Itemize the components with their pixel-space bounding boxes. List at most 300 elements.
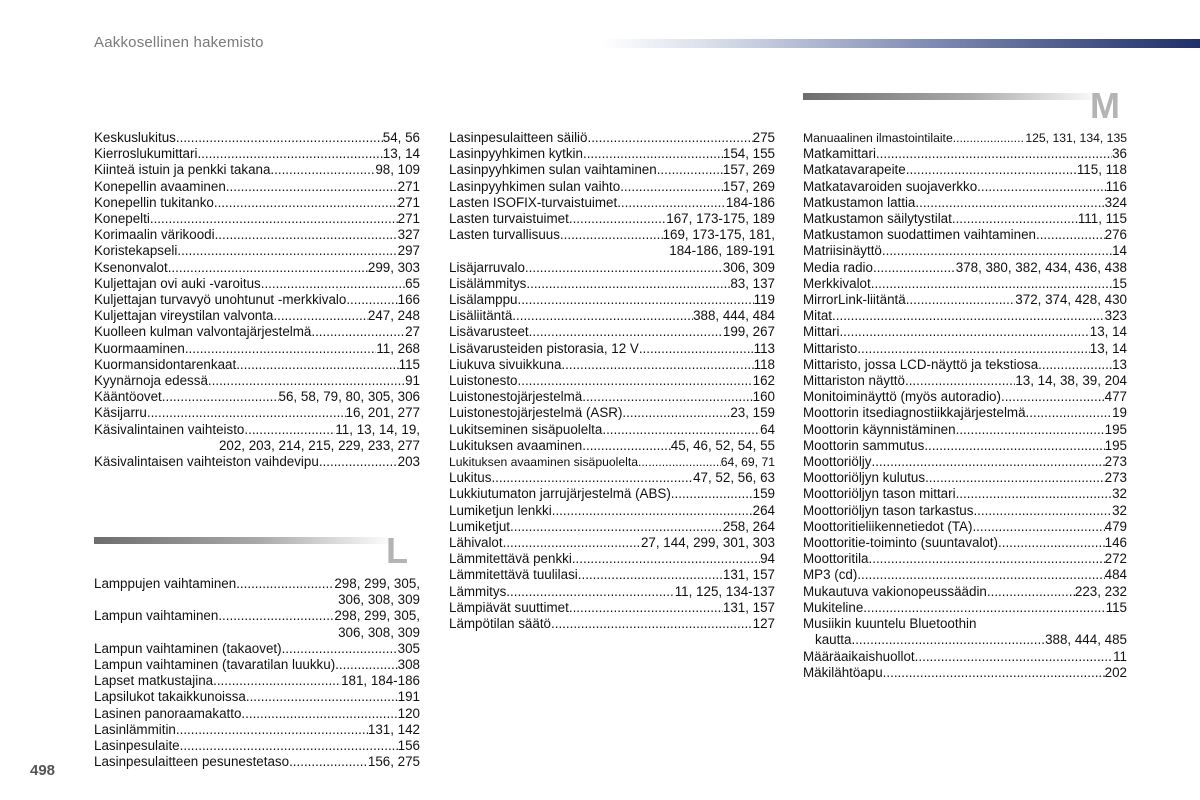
dot-leader [214, 195, 398, 211]
index-entry [803, 503, 1127, 519]
index-term: Mäkilähtöapu [803, 664, 883, 680]
section-letter-m: M [1090, 85, 1120, 126]
index-entry [94, 357, 420, 373]
index-page-refs: 83, 137 [730, 275, 775, 291]
dot-leader [569, 600, 723, 616]
index-page-refs: 247, 248 [367, 308, 420, 324]
index-page-refs: 47, 52, 56, 63 [693, 470, 775, 486]
index-term: Kääntöovet [94, 389, 162, 405]
index-entry [449, 551, 775, 567]
dot-leader [871, 276, 1112, 292]
index-entry [803, 389, 1127, 405]
dot-leader [518, 373, 753, 389]
index-page-refs: 116 [1105, 178, 1127, 194]
index-entry [94, 373, 420, 389]
index-entry [449, 438, 775, 454]
index-term: Kiinteä istuin ja penkki takana [94, 162, 271, 178]
index-page-refs: 372, 374, 428, 430 [1015, 292, 1127, 308]
index-entry [803, 519, 1127, 535]
index-term: Lisävarusteiden pistorasia, 12 V [449, 340, 639, 356]
index-page-refs: 13, 14 [382, 146, 420, 162]
index-entry [94, 754, 420, 770]
index-page-refs: 479 [1104, 518, 1127, 534]
dot-leader [506, 584, 674, 600]
index-term: Lukituksen avaaminen [449, 437, 583, 453]
index-term: Mitat [803, 308, 833, 324]
index-page-refs: 297 [397, 243, 420, 259]
index-entry [803, 260, 1127, 276]
dot-leader [282, 641, 398, 657]
dot-leader [526, 276, 730, 292]
dot-leader [226, 179, 398, 195]
index-entry [803, 341, 1127, 357]
index-page-refs: 195 [1104, 437, 1127, 453]
index-entry [803, 470, 1127, 486]
dot-leader [510, 519, 723, 535]
index-entry [449, 179, 775, 195]
dot-leader [1038, 357, 1112, 373]
index-term: Luistonestojärjestelmä (ASR) [449, 405, 623, 421]
dot-leader [578, 567, 723, 583]
index-entry [94, 276, 420, 292]
index-term: Lampun vaihtaminen (takaovet) [94, 640, 282, 656]
index-entry [449, 389, 775, 405]
index-entry [94, 422, 420, 438]
index-page-refs: 54, 56 [382, 130, 420, 145]
index-page-refs: 11, 125, 134-137 [674, 583, 775, 599]
index-term: Lämpötilan säätö [449, 616, 551, 632]
index-entry [803, 438, 1127, 454]
index-term: Lasinen panoraamakatto [94, 705, 242, 721]
index-entry [449, 292, 775, 308]
index-entry [803, 292, 1127, 308]
dot-leader [617, 195, 726, 211]
index-entry [449, 146, 775, 162]
index-term: Matkustamon säilytystilat [803, 211, 952, 227]
index-page-refs: 94 [760, 551, 775, 567]
index-entry [94, 673, 420, 689]
index-term: Lukitseminen sisäpuolelta [449, 421, 603, 437]
dot-leader [218, 608, 334, 624]
index-term: Moottorin itsediagnostiikkajärjestelmä [803, 405, 1026, 421]
dot-leader [244, 422, 335, 438]
index-term: Lukitus [449, 470, 492, 486]
dot-leader [882, 243, 1112, 259]
index-page-refs: 64, 69, 71 [720, 455, 775, 470]
index-page-refs: 127 [752, 616, 775, 632]
index-column-l-start [94, 576, 420, 770]
index-term: Moottorin sammutus [803, 437, 925, 453]
index-entry [94, 608, 420, 624]
index-term: Moottoritie-toiminto (suuntavalot) [803, 535, 998, 551]
index-entry [449, 470, 775, 486]
index-term: Mukautuva vakionopeussäädin [803, 583, 987, 599]
index-page-refs: 162 [752, 373, 775, 389]
dot-leader [851, 632, 1045, 648]
index-entry [449, 195, 775, 211]
index-page-refs: 169, 173-175, 181, [662, 227, 775, 243]
index-entry [94, 405, 420, 421]
index-term: Luistonestojärjestelmä [449, 389, 583, 405]
index-page-refs: 272 [1104, 551, 1127, 567]
index-page-refs: 264 [752, 502, 775, 518]
index-column-l [449, 130, 775, 632]
index-page-refs: 23, 159 [730, 405, 775, 421]
index-page-refs: 11, 13, 14, 19, [335, 421, 420, 437]
index-entry [94, 641, 420, 657]
index-term: Moottoriöljy [803, 454, 872, 470]
index-term: Moottorin käynnistäminen [803, 421, 956, 437]
dot-leader [572, 551, 760, 567]
index-page-refs: 13, 14, 38, 39, 204 [1015, 373, 1127, 389]
index-page-refs: 195 [1104, 421, 1127, 437]
index-page-refs: 27 [405, 324, 420, 340]
index-term: Lumiketjut [449, 518, 511, 534]
index-entry [449, 227, 775, 243]
section-m-bar [803, 93, 1103, 100]
index-page-refs: 191 [397, 689, 420, 705]
index-page-refs: 27, 144, 299, 301, 303 [640, 535, 775, 551]
index-entry [449, 503, 775, 519]
dot-leader [987, 584, 1075, 600]
index-entry [94, 389, 420, 405]
index-entry [449, 324, 775, 340]
dot-leader [177, 243, 397, 259]
index-term: Lasinpyyhkimen sulan vaihto [449, 178, 621, 194]
dot-leader [552, 503, 753, 519]
index-entry [803, 227, 1127, 243]
dot-leader [273, 308, 367, 324]
index-page-refs: 306, 309 [722, 259, 775, 275]
index-entry [94, 689, 420, 705]
index-page-refs: 299, 303 [367, 259, 420, 275]
dot-leader [953, 130, 1026, 146]
dot-leader [311, 324, 405, 340]
index-entry [803, 373, 1127, 389]
dot-leader [1001, 389, 1105, 405]
index-page-refs: 157, 269 [722, 178, 775, 194]
index-term: Matriisinäyttö [803, 243, 882, 259]
index-term: Keskuslukitus [94, 130, 176, 145]
dot-leader [832, 308, 1105, 324]
index-page-refs: 146 [1104, 535, 1127, 551]
index-page-refs: 64 [760, 421, 775, 437]
index-entry [94, 706, 420, 722]
index-term: Lasinpesulaitteen säiliö [449, 130, 588, 145]
dot-leader [977, 179, 1105, 195]
index-page-refs: 11 [1113, 648, 1127, 664]
index-term: Lumiketjun lenkki [449, 502, 552, 518]
index-term: Mittariston näyttö [803, 373, 905, 389]
index-term: Lampun vaihtaminen [94, 608, 219, 624]
index-term: Mittaristo, jossa LCD-näyttö ja tekstiosa [803, 356, 1039, 372]
index-term: Lukkiutumaton jarrujärjestelmä (ABS) [449, 486, 671, 502]
index-page-refs: 118 [753, 356, 775, 372]
dot-leader [583, 146, 723, 162]
index-entry [803, 584, 1127, 600]
index-entry [449, 162, 775, 178]
dot-leader [998, 535, 1105, 551]
index-term: Monitoiminäyttö (myös autoradio) [803, 389, 1001, 405]
index-term: Lasinpesulaitteen pesunestetaso [94, 754, 290, 770]
index-term: Lasinlämmitin [94, 721, 176, 737]
dot-leader [906, 162, 1077, 178]
index-entry [449, 519, 775, 535]
index-term: Kuormaaminen [94, 340, 185, 356]
index-entry [94, 454, 420, 470]
index-entry [94, 211, 420, 227]
index-page-refs: 113 [753, 340, 775, 356]
index-page-refs: 32 [1112, 486, 1127, 502]
index-term: Matkustamon lattia [803, 194, 916, 210]
index-page-refs: 223, 232 [1074, 583, 1127, 599]
index-page-refs: 166 [397, 292, 420, 308]
index-entry [94, 162, 420, 178]
index-term: Lasinpesulaite [94, 738, 180, 754]
index-term: Matkustamon suodattimen vaihtaminen [803, 227, 1036, 243]
index-term: Lasten ISOFIX-turvaistuimet [449, 194, 618, 210]
index-entry [94, 722, 420, 738]
section-letter-l: L [386, 530, 408, 571]
dot-leader [270, 162, 375, 178]
index-term: Lämmitettävä penkki [449, 551, 572, 567]
index-page-refs: 120 [397, 705, 420, 721]
dot-leader [972, 519, 1104, 535]
index-page-refs: 98, 109 [375, 162, 420, 178]
index-page-refs: 273 [1104, 454, 1127, 470]
index-page-refs: 273 [1104, 470, 1127, 486]
dot-leader [346, 292, 397, 308]
index-term: Luistonesto [449, 373, 518, 389]
index-page-refs-continued: 306, 308, 309 [338, 624, 420, 640]
dot-leader [236, 576, 334, 592]
index-page-refs: 156, 275 [367, 754, 420, 770]
index-page-refs: 388, 444, 485 [1045, 632, 1127, 648]
index-entry [449, 211, 775, 227]
index-term: MP3 (cd) [803, 567, 858, 583]
index-term: Lähivalot [449, 535, 503, 551]
dot-leader [197, 146, 382, 162]
dot-leader [1036, 227, 1105, 243]
index-page-refs: 156 [397, 738, 420, 754]
index-page-refs: 15 [1112, 275, 1127, 291]
dot-leader [857, 341, 1089, 357]
index-entry [94, 292, 420, 308]
index-entry [803, 195, 1127, 211]
index-entry [803, 162, 1127, 178]
index-page-refs: 184-186 [725, 194, 775, 210]
index-term: Lisälämmitys [449, 275, 527, 291]
index-term: Kierroslukumittari [94, 146, 198, 162]
dot-leader [176, 722, 368, 738]
index-term: Konepellin tukitanko [94, 194, 214, 210]
index-page-refs: 13 [1112, 356, 1127, 372]
index-entry [803, 422, 1127, 438]
index-page-refs: 271 [397, 194, 420, 210]
index-page-refs: 181, 184-186 [341, 673, 420, 689]
dot-leader [560, 227, 663, 243]
index-term: Merkkivalot [803, 275, 871, 291]
index-term: Käsivalintaisen vaihteiston vaihdevipu [94, 454, 319, 470]
index-term: Moottoriöljyn tason mittari [803, 486, 956, 502]
index-term: Käsijarru [94, 405, 147, 421]
index-entry [449, 373, 775, 389]
index-page-refs: 167, 173-175, 189 [666, 211, 775, 227]
index-page-refs: 298, 299, 305, [334, 576, 420, 591]
index-term: Kuljettajan turvavyö unohtunut -merkkivalo [94, 292, 347, 308]
index-term: Korimaalin värikoodi [94, 227, 215, 243]
dot-leader [876, 146, 1112, 162]
index-term: Lasten turvallisuus [449, 227, 560, 243]
index-page-refs: 119 [753, 292, 775, 308]
index-term: Kuormansidontarenkaat [94, 356, 237, 372]
index-term: Media radio [803, 259, 873, 275]
index-term: Määräaikaishuollot [803, 648, 915, 664]
index-page-refs: 388, 444, 484 [693, 308, 775, 324]
index-term: Matkamittari [803, 146, 876, 162]
index-entry [94, 260, 420, 276]
index-entry [803, 276, 1127, 292]
dot-leader [289, 754, 368, 770]
index-term: Lasten turvaistuimet [449, 211, 569, 227]
index-page-refs: 91 [405, 373, 420, 389]
index-entry [803, 632, 1127, 648]
index-page-refs: 36 [1112, 146, 1127, 162]
index-entry [803, 616, 1127, 632]
header-decorative-bar [600, 39, 1200, 48]
index-entry [803, 146, 1127, 162]
index-term: Moottoriöljyn tason tarkastus [803, 502, 974, 518]
index-entry [94, 243, 420, 259]
index-entry [803, 211, 1127, 227]
index-term: Liukuva sivuikkuna [449, 356, 562, 372]
index-entry [803, 405, 1127, 421]
index-entry [803, 130, 1127, 146]
dot-leader [956, 486, 1113, 502]
index-column-m [803, 130, 1127, 681]
index-page-refs: 324 [1104, 194, 1127, 210]
index-entry [94, 146, 420, 162]
index-entry [803, 486, 1127, 502]
dot-leader [857, 567, 1104, 583]
dot-leader [162, 389, 279, 405]
dot-leader [952, 211, 1078, 227]
index-page-refs: 199, 267 [722, 324, 775, 340]
index-entry [803, 551, 1127, 567]
index-term: Lampun vaihtaminen (tavaratilan luukku) [94, 657, 336, 673]
index-page-refs: 131, 157 [722, 567, 775, 583]
index-entry [94, 576, 420, 592]
dot-leader [638, 454, 721, 470]
dot-leader [180, 738, 398, 754]
index-entry [94, 195, 420, 211]
index-page-refs: 159 [752, 486, 775, 502]
index-term: kautta [815, 632, 852, 648]
index-entry [803, 243, 1127, 259]
dot-leader [208, 373, 405, 389]
index-term: Lasinpyyhkimen sulan vaihtaminen [449, 162, 657, 178]
dot-leader [150, 211, 398, 227]
index-entry [449, 308, 775, 324]
index-entry [803, 179, 1127, 195]
dot-leader [956, 422, 1105, 438]
index-page-refs: 477 [1104, 389, 1127, 405]
index-page-refs: 160 [752, 389, 775, 405]
index-term: Kuolleen kulman valvontajärjestelmä [94, 324, 312, 340]
dot-leader [529, 324, 723, 340]
index-page-refs: 131, 142 [367, 721, 420, 737]
index-entry [803, 665, 1127, 681]
index-term: Kuljettajan vireystilan valvonta [94, 308, 274, 324]
dot-leader [176, 130, 383, 146]
dot-leader [517, 292, 753, 308]
index-page-refs: 157, 269 [722, 162, 775, 178]
index-entry [449, 276, 775, 292]
index-page-refs-continued: 202, 203, 214, 215, 229, 233, 277 [218, 437, 420, 453]
dot-leader [873, 260, 956, 276]
index-page-refs: 14 [1112, 243, 1127, 259]
index-term: Lisälamppu [449, 292, 518, 308]
dot-leader [551, 616, 753, 632]
dot-leader [1026, 405, 1113, 421]
index-entry [803, 567, 1127, 583]
index-page-refs: 258, 264 [722, 518, 775, 534]
index-page-refs: 16, 201, 277 [345, 405, 420, 421]
index-entry [803, 324, 1127, 340]
dot-leader [503, 535, 641, 551]
index-term: Matkatavaroiden suojaverkko [803, 178, 978, 194]
index-entry [449, 260, 775, 276]
index-entry [94, 308, 420, 324]
dot-leader [261, 276, 405, 292]
index-entry [449, 341, 775, 357]
index-term: Lämmitys [449, 583, 507, 599]
index-term: Matkatavarapeite [803, 162, 906, 178]
index-page-refs: 275 [752, 130, 775, 145]
index-page-refs: 32 [1112, 502, 1127, 518]
dot-leader [236, 357, 398, 373]
dot-leader [602, 422, 760, 438]
index-page-refs-continued: 184-186, 189-191 [669, 243, 775, 259]
dot-leader [491, 470, 693, 486]
dot-leader [905, 373, 1015, 389]
dot-leader [924, 438, 1104, 454]
index-term: Mukiteline [803, 599, 864, 615]
index-term: Lapset matkustajina [94, 673, 214, 689]
index-page-refs: 484 [1104, 567, 1127, 583]
dot-leader [915, 195, 1104, 211]
index-page-refs: 298, 299, 305, [334, 608, 420, 624]
dot-leader [185, 341, 377, 357]
index-term: Lukituksen avaaminen sisäpuolelta [449, 455, 639, 470]
index-page-refs: 115 [398, 356, 420, 372]
index-page-refs: 378, 380, 382, 434, 436, 438 [955, 259, 1127, 275]
index-entry [94, 324, 420, 340]
index-entry [449, 422, 775, 438]
index-term: Käsivalintainen vaihteisto [94, 421, 245, 437]
dot-leader [925, 470, 1105, 486]
index-page-refs-continued: 306, 308, 309 [338, 592, 420, 608]
index-term: Manuaalinen ilmastointilaite [803, 131, 953, 145]
index-term: Lisäliitäntä [449, 308, 513, 324]
index-entry [803, 600, 1127, 616]
index-page-refs: 323 [1104, 308, 1127, 324]
dot-leader [569, 211, 666, 227]
index-entry [449, 567, 775, 583]
dot-leader [863, 600, 1105, 616]
index-page-refs: 308 [397, 657, 420, 673]
index-page-refs: 111, 115 [1077, 211, 1127, 227]
